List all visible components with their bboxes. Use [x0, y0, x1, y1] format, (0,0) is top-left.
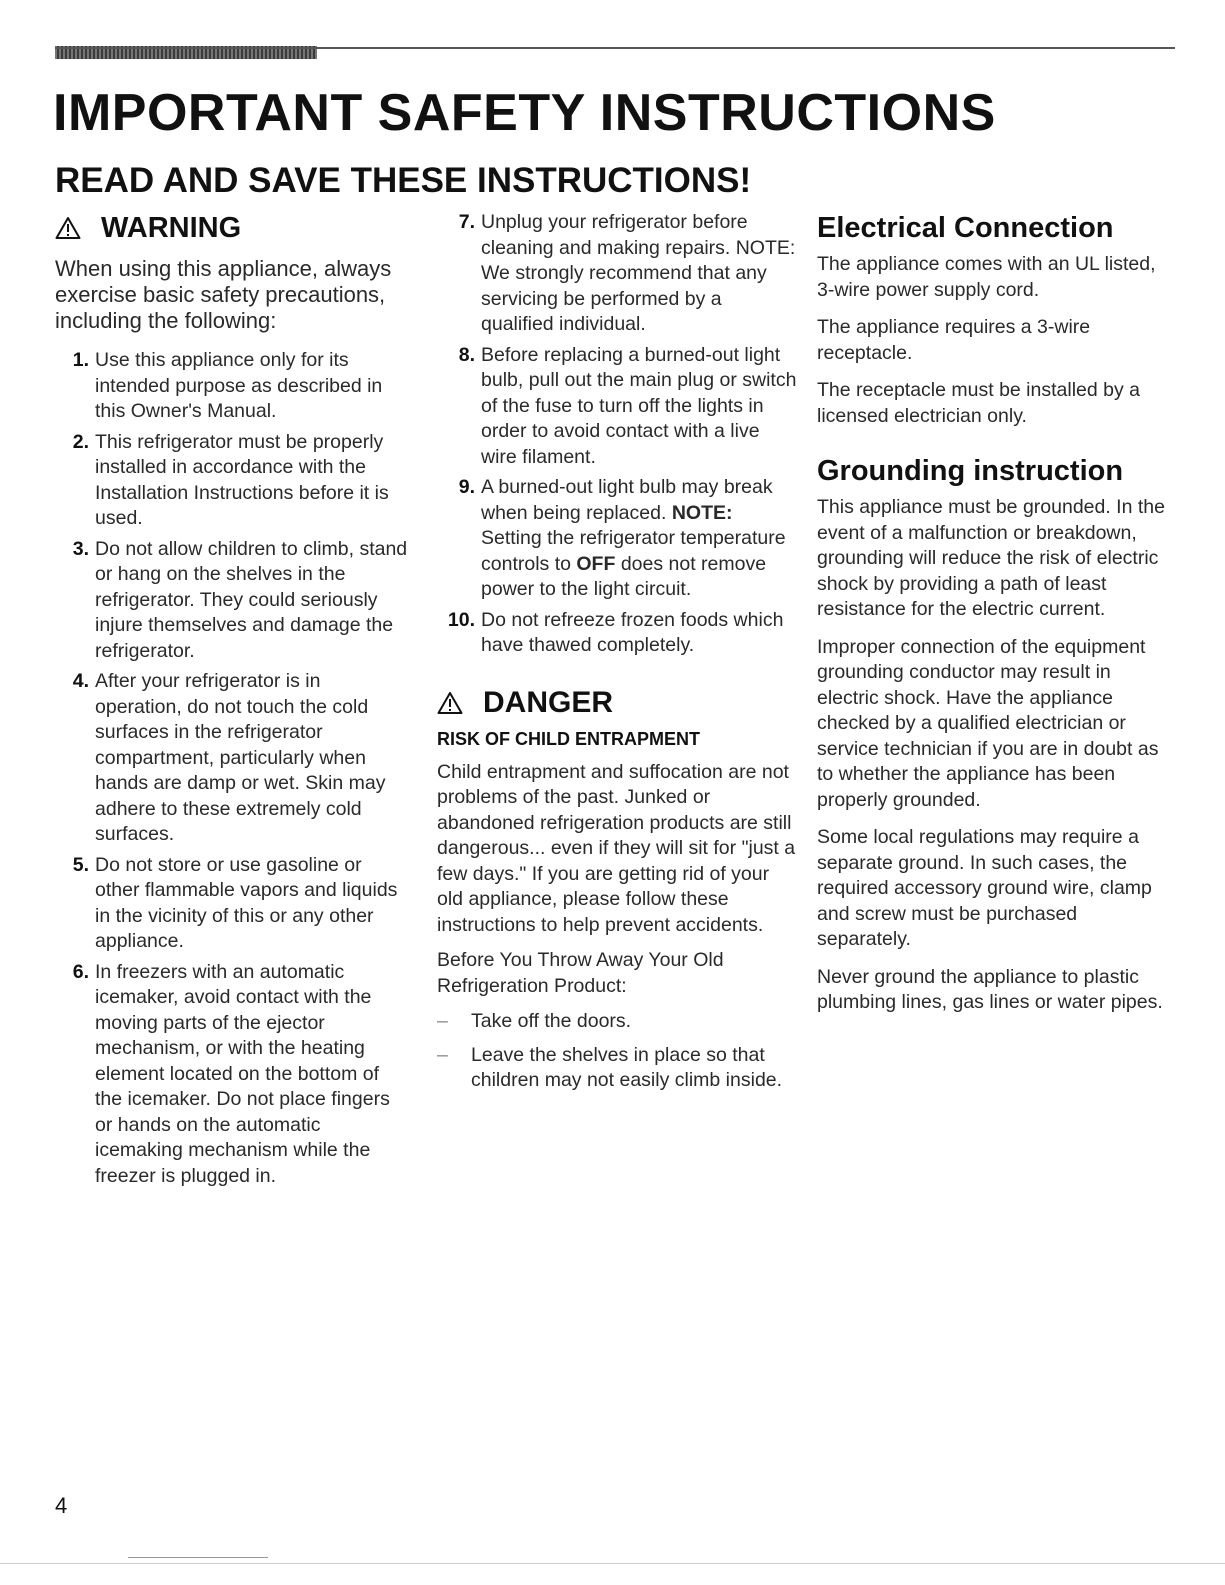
grounding-paragraph: Some local regulations may require a separate ground. In such cases, the required accessory ground wire, clamp and screw must be purchased separately.	[817, 826, 1152, 950]
item-number: 7.	[458, 211, 475, 233]
item-text: After your refrigerator is in operation, do not touch the cold surfaces in the refrigerator compartment, particularly when hands are damp or wet. Skin may adhere to these extremely cold surfaces.	[95, 670, 386, 845]
danger-triangle-icon	[437, 691, 463, 715]
warning-heading-label: WARNING	[101, 212, 242, 244]
list-item	[437, 608, 797, 659]
electrical-paragraph: The appliance requires a 3-wire receptacle.	[817, 316, 1091, 364]
off-label: OFF	[576, 552, 616, 575]
item-text-b: Setting the refrigerator temperature controls to	[481, 527, 786, 575]
item-text: Do not store or use gasoline or other flammable vapors and liquids in the vicinity of this or any other appliance.	[95, 853, 398, 952]
item-text: This refrigerator must be properly installed in accordance with the Installation Instructions before it is used.	[95, 430, 389, 529]
item-text-c: does not remove power to the light circuit.	[481, 552, 767, 600]
grounding-paragraph: Never ground the appliance to plastic plumbing lines, gas lines or water pipes.	[817, 965, 1163, 1013]
step-text: Take off the doors.	[471, 1010, 632, 1032]
column-warning	[55, 210, 410, 1194]
grounding-heading: Grounding instruction	[817, 455, 1124, 487]
page-title: IMPORTANT SAFETY INSTRUCTIONS	[53, 84, 996, 142]
item-text: Before replacing a burned-out light bulb, pull out the main plug or switch of the fuse to turn off the lights in order to avoid contact with a live wire filament.	[481, 343, 797, 468]
header-rule	[55, 47, 1175, 49]
column-electrical	[817, 210, 1172, 1028]
item-number: 10.	[447, 608, 475, 631]
electrical-paragraph: The receptacle must be installed by a licensed electrician only.	[817, 379, 1141, 427]
item-number: 1.	[72, 349, 89, 371]
dash-marker: –	[437, 1043, 448, 1066]
list-item	[55, 537, 410, 665]
warning-triangle-icon	[55, 216, 81, 240]
item-number: 9.	[458, 476, 475, 498]
warning-list-continued	[437, 210, 797, 659]
danger-steps	[437, 1009, 797, 1094]
item-number: 3.	[72, 537, 89, 560]
grounding-paragraph: Improper connection of the equipment grounding conductor may result in electric shock. Have the appliance checked by a qualified electrician or service technician if you are in doubt as to whether the appliance has been properly grounded.	[817, 635, 1159, 811]
item-text: Do not allow children to climb, stand or hang on the shelves in the refrigerator. They could seriously injure themselves and damage the refrigerator.	[95, 537, 408, 662]
danger-heading-label: DANGER	[483, 685, 614, 719]
list-item	[55, 430, 410, 532]
warning-intro: When using this appliance, always exercise basic safety precautions, including the following:	[55, 256, 392, 333]
danger-heading	[437, 685, 797, 721]
risk-subheading: RISK OF CHILD ENTRAPMENT	[437, 728, 700, 749]
footer-rule-full	[0, 1563, 1225, 1564]
grounding-paragraph: This appliance must be grounded. In the event of a malfunction or breakdown, grounding will reduce the risk of electric shock by providing a path of least resistance for the electric current.	[817, 496, 1165, 620]
item-number: 5.	[72, 853, 89, 876]
item-number: 8.	[458, 343, 475, 366]
item-text: Use this appliance only for its intended purpose as described in this Owner's Manual.	[95, 349, 383, 422]
electrical-heading: Electrical Connection	[817, 212, 1114, 244]
list-item	[437, 1009, 797, 1035]
warning-list	[55, 348, 410, 1189]
warning-heading	[55, 210, 410, 246]
item-text	[481, 475, 797, 603]
step-text: Leave the shelves in place so that children may not easily climb inside.	[471, 1043, 783, 1091]
list-item	[55, 348, 410, 425]
list-item	[55, 960, 410, 1190]
item-number: 4.	[72, 670, 89, 692]
page-number: 4	[55, 1493, 68, 1518]
item-number: 6.	[72, 960, 89, 983]
list-item	[437, 475, 797, 603]
item-text: Do not refreeze frozen foods which have thawed completely.	[481, 608, 784, 656]
note-label: NOTE:	[671, 501, 733, 524]
list-item	[437, 210, 797, 338]
item-text: Unplug your refrigerator before cleaning and making repairs. NOTE: We strongly recommend that any servicing be performed by a qualified individual.	[481, 211, 796, 335]
item-number: 2.	[72, 430, 89, 453]
danger-paragraph-2: Before You Throw Away Your Old Refrigeration Product:	[437, 949, 724, 997]
electrical-paragraph: The appliance comes with an UL listed, 3-wire power supply cord.	[817, 253, 1156, 301]
column-middle	[437, 210, 797, 1102]
danger-paragraph: Child entrapment and suffocation are not problems of the past. Junked or abandoned refrigeration products are still dangerous... even if they will sit for "just a few days." If you are getting rid of your old appliance, please follow these instructions to help prevent accidents.	[437, 760, 796, 936]
footer-rule	[128, 1557, 268, 1558]
item-text-a: A burned-out light bulb may break when being replaced.	[481, 476, 773, 524]
list-item	[437, 343, 797, 471]
list-item	[55, 669, 410, 848]
dash-marker: –	[437, 1010, 448, 1032]
list-item	[437, 1043, 797, 1094]
item-text: In freezers with an automatic icemaker, avoid contact with the moving parts of the ejector mechanism, or with the heating element located on the bottom of the icemaker. Do not place fingers or hands on the automatic icemaking mechanism while the freezer is plugged in.	[95, 960, 390, 1187]
page-subtitle: READ AND SAVE THESE INSTRUCTIONS!	[55, 161, 752, 200]
list-item	[55, 853, 410, 955]
